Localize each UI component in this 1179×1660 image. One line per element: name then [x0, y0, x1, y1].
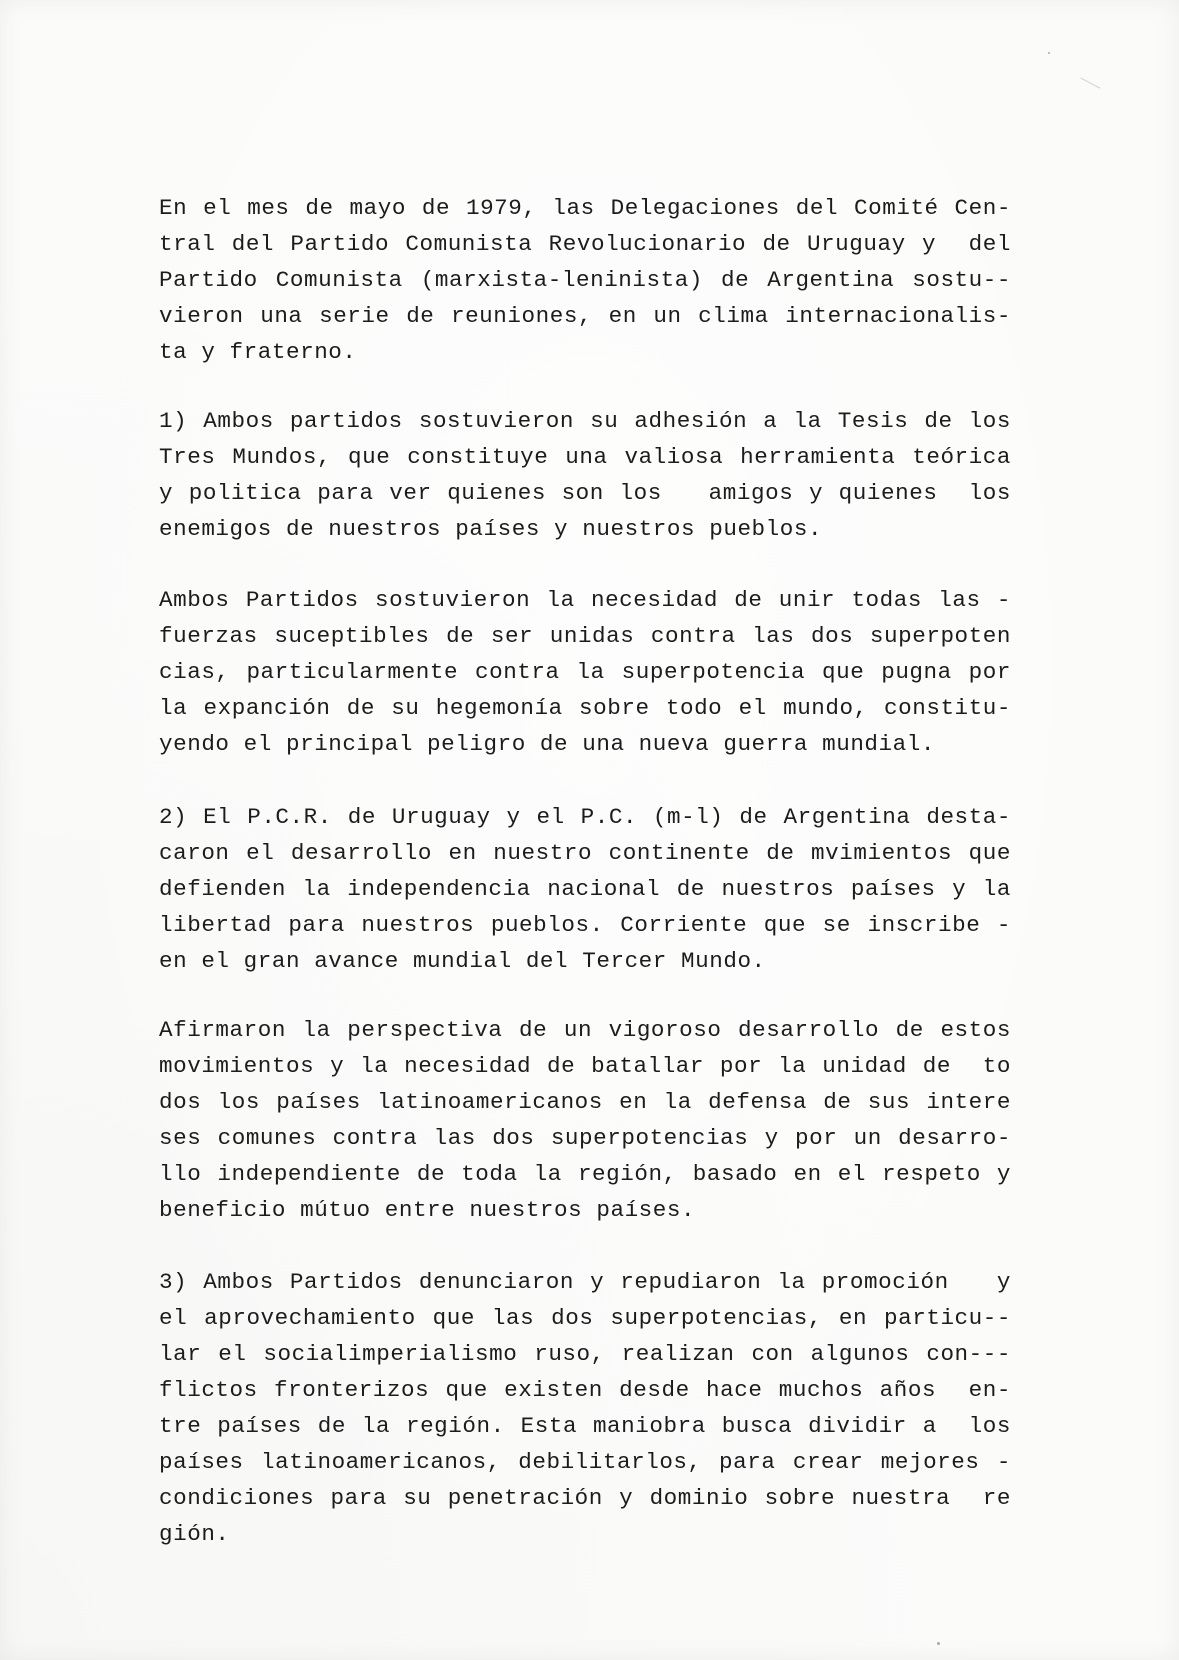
- section-1b-line: Ambos Partidos sostuvieron la necesidad de unir todas las -: [159, 587, 1011, 613]
- section-1b-line: la expanción de su hegemonía sobre todo el mundo, constitu-: [159, 695, 1011, 721]
- section-1b-line: fuerzas suceptibles de ser unidas contra las dos superpoten: [159, 623, 1011, 649]
- paper-crease-mark: [1076, 77, 1101, 97]
- section-3-line: países latinoamericanos, debilitarlos, para crear mejores -: [159, 1449, 1011, 1475]
- section-1b-line: yendo el principal peligro de una nueva guerra mundial.: [159, 731, 935, 757]
- section-1-line: y politica para ver quienes son los amigos y quienes los: [159, 480, 1011, 506]
- section-1-line: Tres Mundos, que constituye una valiosa herramienta teórica: [159, 444, 1011, 470]
- section-2-line: 2) El P.C.R. de Uruguay y el P.C. (m-l) de Argentina desta-: [159, 804, 1011, 830]
- paper-speck: [937, 1642, 940, 1645]
- section-2-line: libertad para nuestros pueblos. Corriente que se inscribe -: [159, 912, 1011, 938]
- section-3-line: flictos fronterizos que existen desde hace muchos años en-: [159, 1377, 1011, 1403]
- section-3-line: condiciones para su penetración y dominio sobre nuestra re: [159, 1485, 1011, 1511]
- section-1-line: enemigos de nuestros países y nuestros pueblos.: [159, 516, 823, 542]
- section-2b-line: llo independiente de toda la región, basado en el respeto y: [159, 1161, 1011, 1187]
- section-3-line: 3) Ambos Partidos denunciaron y repudiaron la promoción y: [159, 1269, 1011, 1295]
- intro-line: ta y fraterno.: [159, 339, 357, 365]
- intro-line: En el mes de mayo de 1979, las Delegaciones del Comité Cen-: [159, 195, 1011, 221]
- section-2-line: en el gran avance mundial del Tercer Mundo.: [159, 948, 766, 974]
- section-1-line: 1) Ambos partidos sostuvieron su adhesión a la Tesis de los: [159, 408, 1011, 434]
- section-2b-line: ses comunes contra las dos superpotencias y por un desarro-: [159, 1125, 1011, 1151]
- intro-line: vieron una serie de reuniones, en un clima internacionalis-: [159, 303, 1011, 329]
- section-2-line: caron el desarrollo en nuestro continente de mvimientos que: [159, 840, 1011, 866]
- section-2b-line: Afirmaron la perspectiva de un vigoroso desarrollo de estos: [159, 1017, 1011, 1043]
- section-3-line: el aprovechamiento que las dos superpotencias, en particu--: [159, 1305, 1011, 1331]
- section-2b-line: movimientos y la necesidad de batallar por la unidad de to: [159, 1053, 1011, 1079]
- section-3-line: tre países de la región. Esta maniobra busca dividir a los: [159, 1413, 1011, 1439]
- section-1b-line: cias, particularmente contra la superpotencia que pugna por: [159, 659, 1011, 685]
- section-2-line: defienden la independencia nacional de nuestros países y la: [159, 876, 1011, 902]
- paper-speck: [1048, 52, 1050, 54]
- intro-line: tral del Partido Comunista Revolucionario de Uruguay y del: [159, 231, 1011, 257]
- section-3-line: lar el socialimperialismo ruso, realizan con algunos con---: [159, 1341, 1011, 1367]
- section-3-line: gión.: [159, 1521, 230, 1547]
- intro-line: Partido Comunista (marxista-leninista) de Argentina sostu--: [159, 267, 1011, 293]
- section-2b-line: beneficio mútuo entre nuestros países.: [159, 1197, 696, 1223]
- section-2b-line: dos los países latinoamericanos en la defensa de sus intere: [159, 1089, 1011, 1115]
